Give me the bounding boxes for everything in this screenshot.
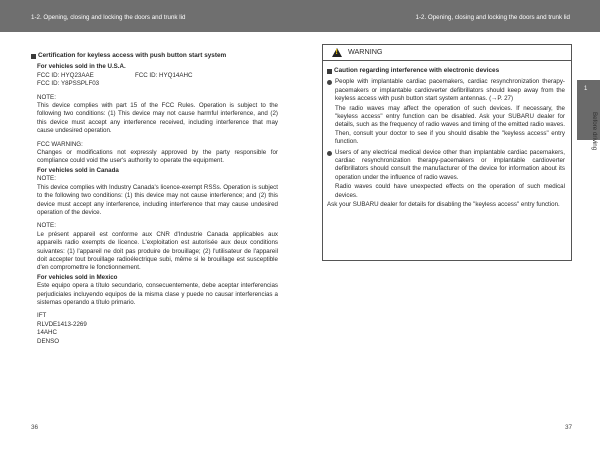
bullet-item-pacemakers-content [335, 78, 565, 146]
left-header-text: 1-2. Opening, closing and locking the doors and trunk lid [31, 14, 186, 21]
left-page-header [0, 0, 300, 32]
square-bullet-icon [31, 54, 36, 59]
caution-title-text: Caution regarding interference with electronic devices [334, 67, 500, 74]
caution-title [327, 67, 565, 75]
fcc-id-2: FCC ID: HYQ14AHC [135, 71, 193, 79]
usa-heading: For vehicles sold in the U.S.A. [37, 63, 126, 71]
ift-line-3: 14AHC [37, 329, 57, 337]
closing-text: Ask your SUBARU dealer for details for disabling the "keyless access" entry function. [327, 201, 560, 209]
page-number-left: 36 [31, 424, 39, 431]
note3-label: NOTE: [37, 222, 56, 230]
right-column [322, 44, 572, 261]
mexico-heading: For vehicles sold in Mexico [37, 273, 118, 281]
note2-label: NOTE: [37, 175, 56, 183]
page-number-right: 37 [565, 424, 573, 431]
fcc-warning-label: FCC WARNING: [37, 140, 83, 148]
bullet2-text: Users of any electrical medical device other than implantable cardiac pacemakers, cardiac resynchronization therapy-pacemakers or implantable cardioverter defibrillators should consult the manufacturer of the device for information about its operation under the influence of radio waves. [335, 148, 565, 181]
note1-text: This device complies with part 15 of the FCC Rules. Operation is subject to the following two conditions: (1) This device may not cause harmful interference, and (2) this device must accept any interference received, including interference that may cause undesired operation. [37, 102, 278, 135]
chapter-label: Before driving [591, 112, 598, 151]
bullet-item-pacemakers [327, 78, 565, 146]
left-column [31, 52, 278, 346]
ift-line-4: DENSO [37, 337, 60, 345]
right-page-header [300, 0, 600, 32]
certification-title-text: Certification for keyless access with push button start system [38, 52, 227, 59]
chapter-number: 1 [584, 86, 588, 92]
fcc-id-3: FCC ID: Y8PSSPLF03 [37, 80, 100, 88]
bullet1-text2: The radio waves may affect the operation of such devices. If necessary, the "keyless access" entry function can be disabled. Ask your SUBARU dealer for details, such as the frequency of radio waves and timing of the emitted radio waves. Then, consult your doctor to see if you should disable the "keyless access" entry function. [335, 104, 565, 146]
fcc-id-row [31, 72, 278, 80]
warning-triangle-icon [332, 48, 342, 57]
note3-text: Le présent appareil est conforme aux CNR d'Industrie Canada applicables aux appareils radio exempts de licence. L'exploitation est autorisée aux deux conditions suivantes: (1) l'appareil ne doit pas produire de brouillage; (2) l'utilisateur de l'appareil doit accepter tout brouillage radioélectrique subi, même si le brouillage est susceptible d'en compromettre le fonctionnement. [37, 230, 278, 272]
canada-heading: For vehicles sold in Canada [37, 166, 119, 174]
warning-header [323, 45, 571, 61]
warning-box [322, 44, 572, 261]
ift-line-2: RLVDE1413-2269 [37, 320, 87, 328]
square-bullet-icon [327, 69, 332, 74]
bullet1-text: People with implantable cardiac pacemakers, cardiac resynchronization therapy-pacemakers or implantable cardioverter defibrillators should keep away from the keyless access with push button start system antennas. (→P. 27) [335, 78, 565, 103]
bullet-dot-icon [327, 80, 332, 85]
fcc-warning-text: Changes or modifications not expressly approved by the party responsible for compliance could void the user's authority to operate the equipment. [37, 149, 278, 165]
fcc-id-1: FCC ID: HYQ23AAE [37, 71, 94, 79]
certification-title [31, 52, 278, 60]
bullet2-text2: Radio waves could have unexpected effects on the operation of such medical devices. [335, 183, 565, 199]
warning-body [323, 61, 571, 210]
note2-text: This device complies with Industry Canada's licence-exempt RSSs. Operation is subject to the following two conditions: (1) this device may not cause interference; and (2) this device must accept any interference, including interference that may cause undesired operation of the device. [37, 183, 278, 216]
note1-label: NOTE: [37, 93, 56, 101]
right-header-text: 1-2. Opening, closing and locking the doors and trunk lid [415, 14, 570, 21]
bullet-dot-icon [327, 151, 332, 156]
ift-line-1: IFT [37, 312, 47, 320]
warning-label: WARNING [348, 47, 383, 57]
bullet-item-medical-devices [327, 149, 565, 200]
bullet-item-medical-devices-content [335, 149, 565, 200]
mexico-text: Este equipo opera a título secundario, consecuentemente, debe aceptar interferencias perjudiciales incluyendo equipos de la misma clase y puede no causar interferencias a sistemas operando a título primario. [37, 282, 278, 306]
